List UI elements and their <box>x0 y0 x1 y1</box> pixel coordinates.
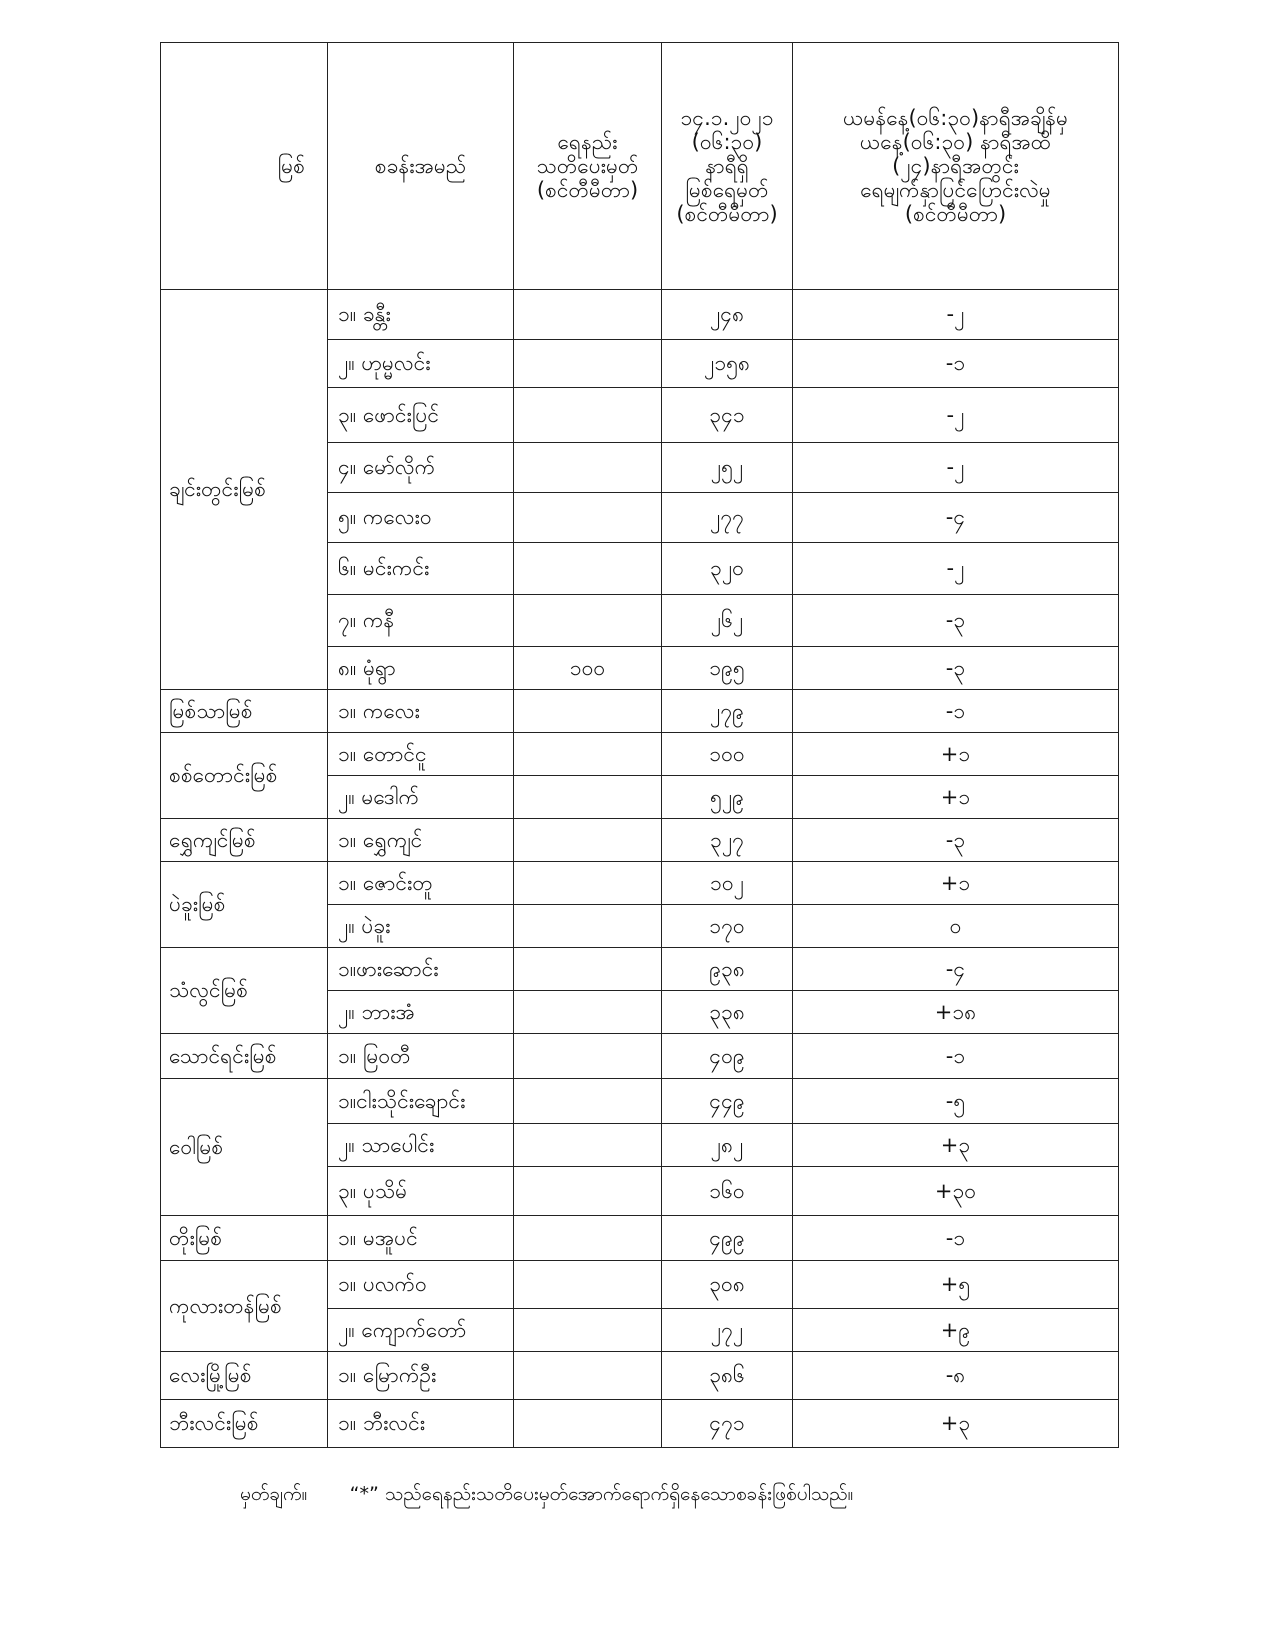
station-name-cell: ၁။ မြဝတီ <box>328 1034 514 1079</box>
water-level-cell: ၂၈၂ <box>662 1124 793 1167</box>
level-change-cell: ၀ <box>793 905 1119 948</box>
station-name-cell: ၁။ ကလေး <box>328 690 514 733</box>
station-name-cell: ၁။ ဘီးလင်း <box>328 1400 514 1448</box>
water-level-cell: ၁၇၀ <box>662 905 793 948</box>
river-name-cell: ဘီးလင်းမြစ် <box>161 1400 328 1448</box>
warning-level-cell <box>514 340 662 388</box>
river-name-cell: ချင်းတွင်းမြစ် <box>161 290 328 690</box>
table-row <box>161 733 1119 776</box>
level-change-cell: -၄ <box>793 493 1119 543</box>
water-level-cell: ၁၆၀ <box>662 1167 793 1216</box>
warning-level-cell <box>514 905 662 948</box>
header-water-level: ၁၄.၁.၂၀၂၁ (၀၆:၃၀) နာရီရှိ မြစ်ရေမှတ် (စင်တီမီတာ) <box>662 43 793 290</box>
warning-level-cell <box>514 948 662 991</box>
warning-level-cell <box>514 543 662 595</box>
table-row <box>161 290 1119 340</box>
level-change-cell: +၅ <box>793 1261 1119 1309</box>
level-change-cell: +၁ <box>793 733 1119 776</box>
level-change-cell: -၁ <box>793 690 1119 733</box>
station-name-cell: ၂။ ကျောက်တော် <box>328 1309 514 1352</box>
water-level-cell: ၄၄၉ <box>662 1079 793 1124</box>
level-change-cell: +၃၀ <box>793 1167 1119 1216</box>
level-change-cell: +၁၈ <box>793 991 1119 1034</box>
water-level-cell: ၂၇၉ <box>662 690 793 733</box>
water-level-cell: ၃၃၈ <box>662 991 793 1034</box>
level-change-cell: -၂ <box>793 443 1119 493</box>
river-name-cell: သံလွင်မြစ် <box>161 948 328 1034</box>
level-change-cell: -၄ <box>793 948 1119 991</box>
footnote: မှတ်ချက်။ “*” သည်ရေနည်းသတိပေးမှတ်အောက်ရောက်ရှိနေသောစခန်းဖြစ်ပါသည်။ <box>240 1483 854 1505</box>
water-level-cell: ၃၈၆ <box>662 1352 793 1400</box>
station-name-cell: ၇။ ကနီ <box>328 595 514 647</box>
river-name-cell: ပဲခူးမြစ် <box>161 862 328 948</box>
river-name-cell: မြစ်သာမြစ် <box>161 690 328 733</box>
warning-level-cell <box>514 862 662 905</box>
warning-level-cell <box>514 1309 662 1352</box>
water-level-cell: ၄၇၁ <box>662 1400 793 1448</box>
header-warning-level: ရေနည်း သတိပေးမှတ် (စင်တီမီတာ) <box>514 43 662 290</box>
water-level-cell: ၂၆၂ <box>662 595 793 647</box>
table-row <box>161 1261 1119 1309</box>
river-name-cell: ကုလားတန်မြစ် <box>161 1261 328 1352</box>
water-level-cell: ၂၇၂ <box>662 1309 793 1352</box>
table-row <box>161 948 1119 991</box>
water-level-cell: ၂၅၂ <box>662 443 793 493</box>
level-change-cell: +၃ <box>793 1400 1119 1448</box>
warning-level-cell <box>514 443 662 493</box>
header-station: စခန်းအမည် <box>328 43 514 290</box>
river-name-cell: လေးမြို့မြစ် <box>161 1352 328 1400</box>
level-change-cell: -၅ <box>793 1079 1119 1124</box>
warning-level-cell <box>514 1079 662 1124</box>
table-row <box>161 690 1119 733</box>
station-name-cell: ၄။ မော်လိုက် <box>328 443 514 493</box>
level-change-cell: -၃ <box>793 819 1119 862</box>
level-change-cell: -၂ <box>793 388 1119 443</box>
header-row <box>161 43 1119 290</box>
water-level-cell: ၁၉၅ <box>662 647 793 690</box>
warning-level-cell <box>514 1124 662 1167</box>
table-row <box>161 1400 1119 1448</box>
river-name-cell: ရွှေကျင်မြစ် <box>161 819 328 862</box>
station-name-cell: ၁။ ပလက်ဝ <box>328 1261 514 1309</box>
river-name-cell: စစ်တောင်းမြစ် <box>161 733 328 819</box>
warning-level-cell <box>514 991 662 1034</box>
station-name-cell: ၆။ မင်းကင်း <box>328 543 514 595</box>
river-name-cell: တိုးမြစ် <box>161 1216 328 1261</box>
station-name-cell: ၁။ဖားဆောင်း <box>328 948 514 991</box>
water-level-cell: ၃၀၈ <box>662 1261 793 1309</box>
level-change-cell: -၃ <box>793 647 1119 690</box>
warning-level-cell <box>514 1400 662 1448</box>
station-name-cell: ၃။ ပုသိမ် <box>328 1167 514 1216</box>
station-name-cell: ၁။ မအူပင် <box>328 1216 514 1261</box>
warning-level-cell <box>514 1352 662 1400</box>
water-level-cell: ၂၇၇ <box>662 493 793 543</box>
station-name-cell: ၁။ မြောက်ဦး <box>328 1352 514 1400</box>
warning-level-cell <box>514 1167 662 1216</box>
header-24h-change: ယမန်နေ့(၀၆:၃၀)နာရီအချိန်မှ ယနေ့(၀၆:၃၀) နာရီအထိ (၂၄)နာရီအတွင်း ရေမျက်နှာပြင်ပြောင်းလဲမှု (စင်တီမီတာ) <box>793 43 1119 290</box>
station-name-cell: ၂။ မဒေါက် <box>328 776 514 819</box>
table-row <box>161 819 1119 862</box>
station-name-cell: ၁။ ခန္တီး <box>328 290 514 340</box>
river-name-cell: သောင်ရင်းမြစ် <box>161 1034 328 1079</box>
station-name-cell: ၅။ ကလေးဝ <box>328 493 514 543</box>
table-row <box>161 862 1119 905</box>
water-level-cell: ၂၁၅၈ <box>662 340 793 388</box>
station-name-cell: ၁။ငါးသိုင်းချောင်း <box>328 1079 514 1124</box>
level-change-cell: +၃ <box>793 1124 1119 1167</box>
table-body <box>161 290 1119 1448</box>
water-level-cell: ၅၂၉ <box>662 776 793 819</box>
level-change-cell: -၈ <box>793 1352 1119 1400</box>
warning-level-cell <box>514 388 662 443</box>
water-level-cell: ၁၀၂ <box>662 862 793 905</box>
warning-level-cell <box>514 733 662 776</box>
level-change-cell: -၁ <box>793 1034 1119 1079</box>
water-level-cell: ၉၃၈ <box>662 948 793 991</box>
warning-level-cell <box>514 1261 662 1309</box>
level-change-cell: -၃ <box>793 595 1119 647</box>
warning-level-cell <box>514 290 662 340</box>
station-name-cell: ၂။ သာပေါင်း <box>328 1124 514 1167</box>
station-name-cell: ၂။ ဘားအံ <box>328 991 514 1034</box>
station-name-cell: ၁။ ဇောင်းတူ <box>328 862 514 905</box>
table-row <box>161 1079 1119 1124</box>
water-level-cell: ၁၀၀ <box>662 733 793 776</box>
level-change-cell: -၂ <box>793 290 1119 340</box>
station-name-cell: ၂။ ဟုမ္မလင်း <box>328 340 514 388</box>
river-name-cell: ဝေါမြစ် <box>161 1079 328 1216</box>
level-change-cell: -၂ <box>793 543 1119 595</box>
level-change-cell: +၉ <box>793 1309 1119 1352</box>
water-level-cell: ၂၄၈ <box>662 290 793 340</box>
table-row <box>161 1216 1119 1261</box>
water-level-cell: ၄၀၉ <box>662 1034 793 1079</box>
level-change-cell: +၁ <box>793 862 1119 905</box>
warning-level-cell <box>514 819 662 862</box>
table-row <box>161 1352 1119 1400</box>
station-name-cell: ၁။ ရွှေကျင် <box>328 819 514 862</box>
water-level-cell: ၄၉၉ <box>662 1216 793 1261</box>
warning-level-cell <box>514 1216 662 1261</box>
warning-level-cell <box>514 776 662 819</box>
level-change-cell: +၁ <box>793 776 1119 819</box>
header-river: မြစ် <box>161 43 328 290</box>
warning-level-cell <box>514 493 662 543</box>
station-name-cell: ၈။ မုံရွာ <box>328 647 514 690</box>
warning-level-cell <box>514 1034 662 1079</box>
level-change-cell: -၁ <box>793 1216 1119 1261</box>
water-level-cell: ၃၄၁ <box>662 388 793 443</box>
station-name-cell: ၂။ ပဲခူး <box>328 905 514 948</box>
water-level-cell: ၃၂၇ <box>662 819 793 862</box>
warning-level-cell <box>514 690 662 733</box>
level-change-cell: -၁ <box>793 340 1119 388</box>
station-name-cell: ၃။ ဖောင်းပြင် <box>328 388 514 443</box>
warning-level-cell <box>514 595 662 647</box>
station-name-cell: ၁။ တောင်ငူ <box>328 733 514 776</box>
water-level-cell: ၃၂၀ <box>662 543 793 595</box>
table-row <box>161 1034 1119 1079</box>
warning-level-cell: ၁၀၀ <box>514 647 662 690</box>
river-level-table <box>160 42 1119 1448</box>
